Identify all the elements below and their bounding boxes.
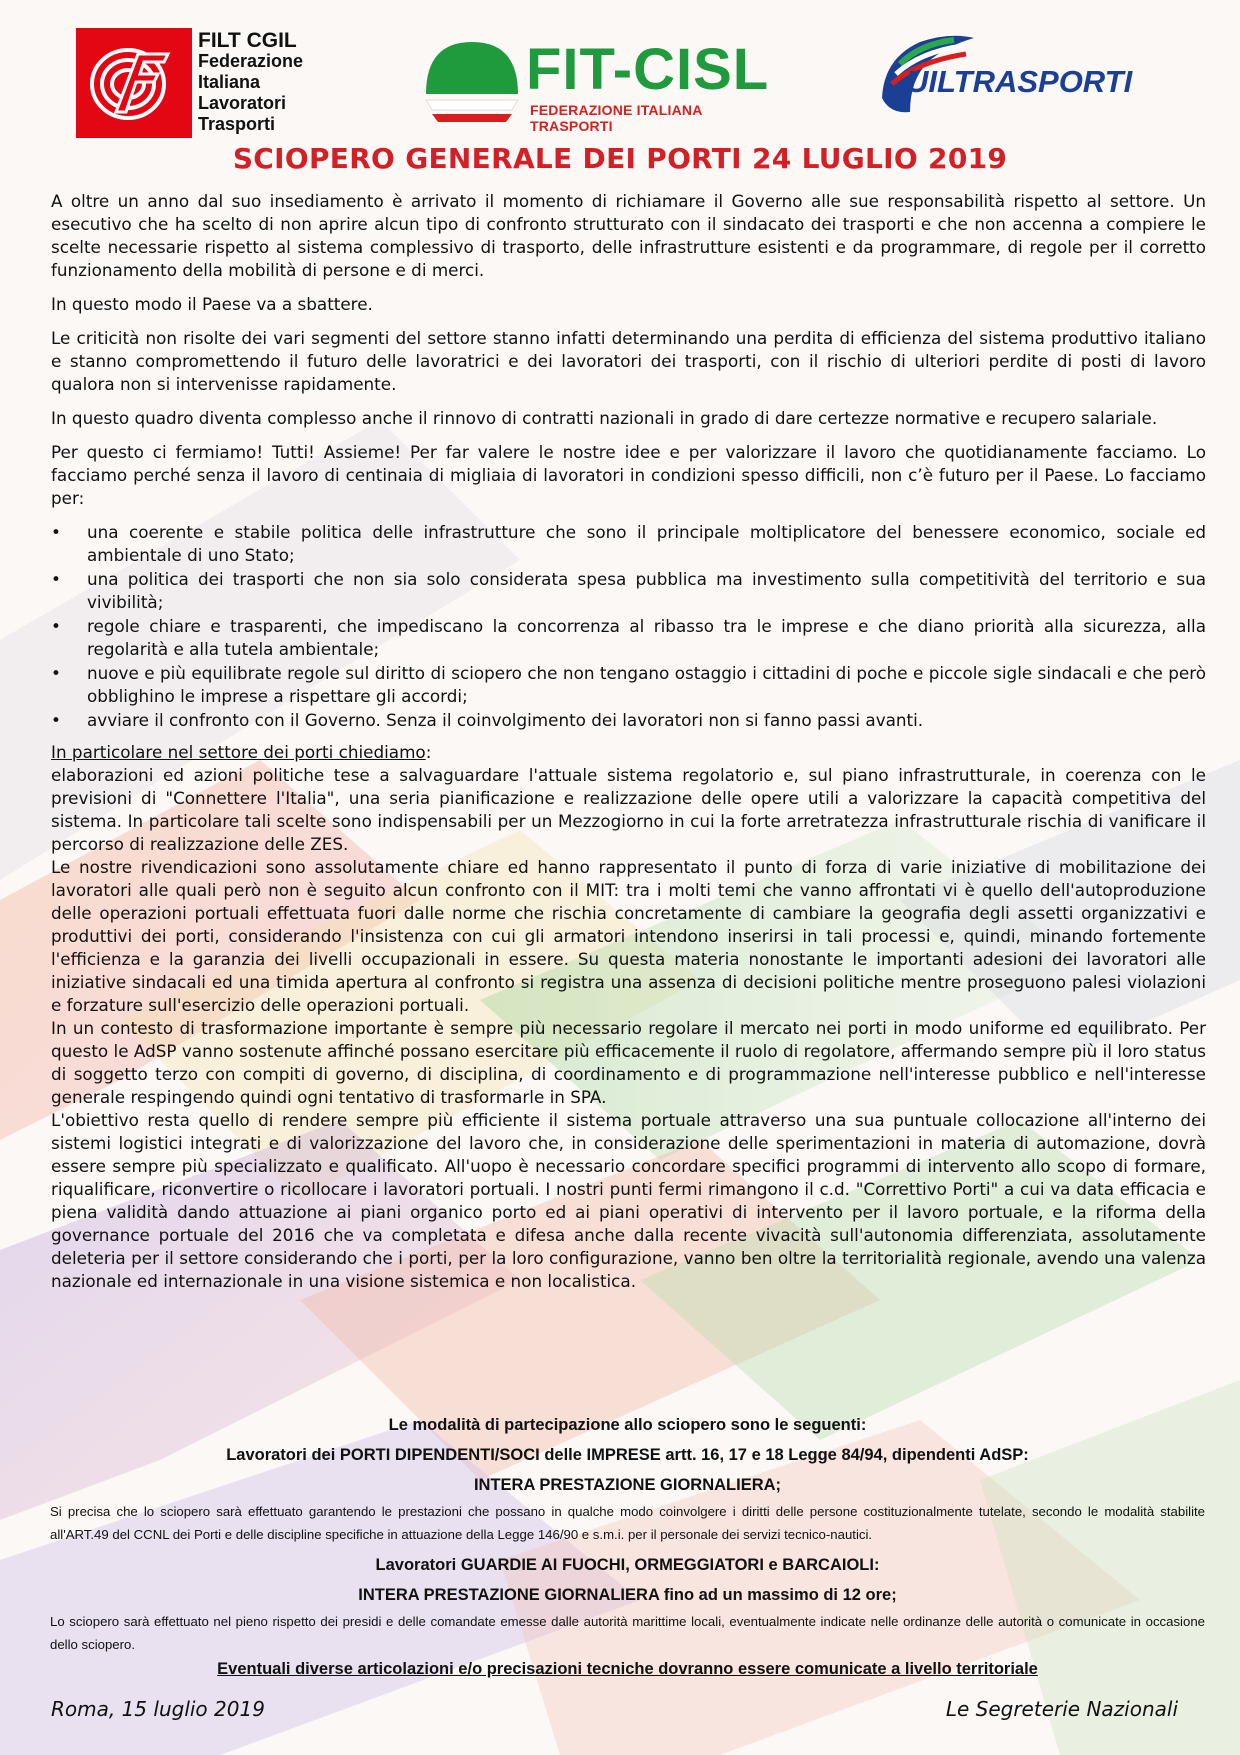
fit-cisl-logo — [422, 36, 782, 134]
group2-note: Lo sciopero sarà effettuato nel pieno rispetto dei presidi e delle comandate emesse dalle autorità marittime locali, eventualmente indicate nelle ordinanze delle autorità o comunicate in occasione dello sciopero. — [50, 1614, 1205, 1652]
ports-heading: In particolare nel settore dei porti chiediamo — [51, 742, 426, 762]
intro-paragraph-4: In questo quadro diventa complesso anche il rinnovo di contratti nazionali in grado di dare certezze normative e recupero salariale. — [51, 408, 1158, 428]
signature: Le Segreterie Nazionali — [945, 1697, 1178, 1721]
fit-cisl-name: FIT-CISL — [526, 37, 770, 102]
filt-logo-line3: Italiana — [198, 72, 261, 92]
final-notice: Eventuali diverse articolazioni e/o precisazioni tecniche dovranno essere comunicate a livello territoriale — [217, 1660, 1038, 1678]
filt-logo-line1: FILT CGIL — [198, 29, 297, 52]
ports-heading-line — [51, 741, 1206, 764]
filt-logo-line2: Federazione — [198, 51, 304, 71]
group1-heading: Lavoratori dei PORTI DIPENDENTI/SOCI delle IMPRESE artt. 16, 17 e 18 Legge 84/94, dipendenti AdSP: — [226, 1446, 1029, 1464]
ports-section — [51, 741, 1206, 1293]
document-body — [51, 190, 1206, 1293]
group1-note: Si precisa che lo sciopero sarà effettuato garantendo le prestazioni che possano in qualche modo coinvolgere i diritti delle persone costituzionalmente tutelate, secondo le modalità stabilite all'ART.49 del CCNL dei Porti e delle discipline specifiche in attuazione della Legge 146/90 e s.m.i. per il personale dei servizi tecnico-nautici. — [50, 1504, 1205, 1542]
bullet-icon: • — [51, 569, 61, 589]
intro-paragraph-2: In questo modo il Paese va a sbattere. — [51, 294, 373, 314]
bullet-icon: • — [51, 616, 61, 636]
ports-heading-colon: : — [425, 742, 432, 762]
list-item: • nuove e più equilibrate regole sul diritto di sciopero che non tengano ostaggio i cittadini di poche e piccole sigle sindacali e che però obblighino le imprese a rispettare gli accordi; — [51, 663, 1206, 706]
bullet-icon: • — [51, 663, 61, 683]
uiltrasporti-logo — [870, 28, 1160, 128]
filt-logo-line4: Lavoratori — [198, 93, 287, 113]
ports-paragraph-3: In un contesto di trasformazione importante è sempre più necessario regolare il mercato nei porti in modo uniforme ed equilibrato. Per questo le AdSP vanno sostenute affinché possano esercitare più efficacemente il ruolo di regolatore, affermando sempre più il loro status di soggetto terzo con compiti di governo, di disciplina, di coordinamento e di programmazione nell'interesse pubblico e nell'interesse generale respingendo quindi ogni tentativo di trasformarle in SPA. — [51, 1018, 1206, 1107]
group1-rule: INTERA PRESTAZIONE GIORNALIERA; — [473, 1476, 782, 1494]
fit-cisl-subtitle: FEDERAZIONE ITALIANA TRASPORTI — [530, 102, 702, 134]
ports-paragraph-1: elaborazioni ed azioni politiche tese a salvaguardare l'attuale sistema regolatorio e, sul piano infrastrutturale, in coerenza con le previsioni di "Connettere l'Italia", una seria pianificazione e realizzazione delle opere utili a valorizzare la capacità competitiva del sistema. In particolare tali scelte sono indispensabili per un Mezzogiorno in cui la forte arretratezza infrastrutturale rischia di vanificare il percorso di realizzazione delle ZES. — [51, 765, 1206, 854]
document-title: SCIOPERO GENERALE DEI PORTI 24 LUGLIO 2019 — [232, 142, 1008, 175]
intro-paragraph-5: Per questo ci fermiamo! Tutti! Assieme! Per far valere le nostre idee e per valorizzare il lavoro che quotidianamente facciamo. Lo facciamo perché senza il lavoro di centinaia di migliaia di lavoratori in condizioni spesso difficili, non c’è futuro per il Paese. Lo facciamo per: — [51, 442, 1206, 508]
list-item: • avviare il confronto con il Governo. Senza il coinvolgimento dei lavoratori non si fanno passi avanti. — [51, 710, 924, 730]
list-item: • regole chiare e trasparenti, che impediscano la concorrenza al ribasso tra le imprese e che diano priorità alla sicurezza, alla regolarità e alla tutela ambientale; — [51, 616, 1206, 659]
intro-paragraph-3: Le criticità non risolte dei vari segmenti del settore stanno infatti determinando una perdita di efficienza del sistema produttivo italiano e stanno compromettendo il futuro delle lavoratrici e dei lavoratori dei trasporti, con il rischio di ulteriori perdite di posti di lavoro qualora non si intervenisse rapidamente. — [51, 328, 1206, 394]
group2-rule: INTERA PRESTAZIONE GIORNALIERA fino ad un massimo di 12 ore; — [358, 1586, 897, 1604]
demands-list — [51, 521, 1206, 732]
group2-heading: Lavoratori GUARDIE AI FUOCHI, ORMEGGIATORI e BARCAIOLI: — [375, 1556, 880, 1574]
ports-paragraph-2: Le nostre rivendicazioni sono assolutamente chiare ed hanno rappresentato il punto di forza di varie iniziative di mobilitazione dei lavoratori alle quali però non è seguito alcun confronto con il MIT: tra i molti temi che vanno affrontati vi è quello dell'autoproduzione delle operazioni portuali effettuata fuori dalle norme che rischia concretamente di cambiare la geografia degli assetti organizzativi e produttivi dei porti, considerando l'insistenza con cui gli armatori intendono inserirsi in tali processi e, quindi, minando fortemente l'efficienza e la garanzia dei livelli occupazionali in essere. Su questa materia nonostante le importanti adesioni dei lavoratori alle iniziative sindacali ed una timida apertura al confronto si registra una assenza di decisioni politiche mentre proseguono palesi violazioni e forzature sull'esercizio delle operazioni portuali. — [51, 857, 1206, 1015]
modalities-heading: Le modalità di partecipazione allo sciopero sono le seguenti: — [388, 1416, 867, 1434]
filt-logo-mark — [76, 28, 192, 138]
list-item: • una politica dei trasporti che non sia solo considerata spesa pubblica ma investimento sulla competitività del territorio e sua vivibilità; — [51, 569, 1206, 612]
bullet-icon: • — [51, 522, 61, 542]
fit-cisl-logo-mark — [422, 36, 522, 126]
ports-paragraph-4: L'obiettivo resta quello di rendere sempre più efficiente il sistema portuale attraverso una sua puntuale collocazione all'interno dei sistemi logistici integrati e di valorizzazione del lavoro che, in considerazione delle sperimentazioni in materia di automazione, dovrà essere sempre più specializzato e qualificato. All'uopo è necessario concordare specifici programmi di intervento allo scopo di formare, riqualificare, riconvertire o ricollocare i lavoratori portuali. I nostri punti fermi rimangono il c.d. "Correttivo Porti" a cui va data efficacia e piena validità dando attuazione ai piani organico porto ed ai piani operativi di intervento per il lavoro portuale, e la riforma della governance portuale del 2016 che va completata e difesa anche dalla recente vivacità sull'autonomia differenziata, assolutamente deleteria per il settore considerando che i porti, per la loro configurazione, vanno ben oltre la territorialità regionale, avendo una valenza nazionale ed internazionale in una visione sistemica e non localistica. — [51, 1110, 1206, 1291]
intro-paragraph-1: A oltre un anno dal suo insediamento è arrivato il momento di richiamare il Governo alle sue responsabilità rispetto al settore. Un esecutivo che ha scelto di non aprire alcun tipo di confronto strutturato con il sindacato dei trasporti e che non accenna a compiere le scelte necessarie rispetto al sistema complessivo di trasporto, delle infrastrutture esistenti e da programmare, di regole per il corretto funzionamento della mobilità di persone e di merci. — [51, 191, 1206, 280]
uiltrasporti-name: UILTRASPORTI — [906, 64, 1133, 99]
filt-cgil-logo — [76, 28, 316, 140]
filt-logo-line5: Trasporti — [198, 114, 276, 134]
place-date: Roma, 15 luglio 2019 — [51, 1697, 265, 1721]
strike-modalities — [50, 1410, 1205, 1679]
list-item: • una coerente e stabile politica delle infrastrutture che sono il principale moltiplicatore del benessere economico, sociale ed ambientale di uno Stato; — [51, 522, 1206, 565]
bullet-icon: • — [51, 710, 61, 730]
